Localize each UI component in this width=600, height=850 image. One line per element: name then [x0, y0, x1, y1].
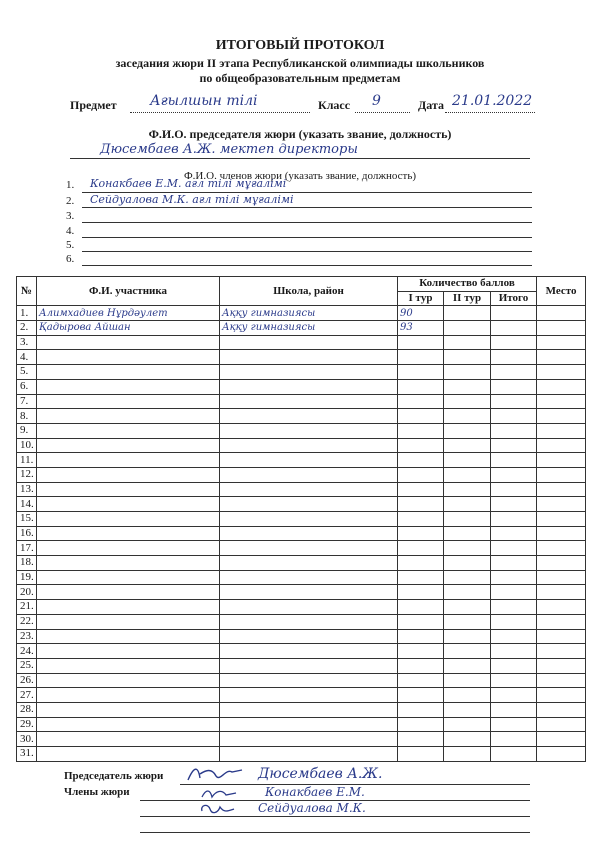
chair-sign-label: Председатель жюри [64, 770, 164, 782]
row-name [37, 409, 220, 424]
row-place [537, 335, 586, 350]
row-tour2 [444, 688, 491, 703]
row-total [491, 673, 537, 688]
row-tour1 [398, 717, 444, 732]
class-underline [355, 112, 410, 113]
row-school [220, 394, 398, 409]
row-num: 17. [17, 541, 37, 556]
row-tour1 [398, 497, 444, 512]
row-tour2 [444, 438, 491, 453]
row-total [491, 409, 537, 424]
row-tour2 [444, 658, 491, 673]
row-num: 20. [17, 585, 37, 600]
row-name [37, 658, 220, 673]
row-tour2 [444, 629, 491, 644]
row-tour1 [398, 394, 444, 409]
row-num: 26. [17, 673, 37, 688]
row-tour2 [444, 747, 491, 762]
member1-signature-mark [200, 785, 240, 801]
row-tour1 [398, 673, 444, 688]
row-total [491, 497, 537, 512]
chairman-value: Дюсембаев А.Ж. мектеп директоры [100, 142, 358, 157]
row-tour1 [398, 600, 444, 615]
table-row [17, 570, 586, 585]
row-school: Аққу гимназиясы [220, 306, 398, 321]
table-row [17, 614, 586, 629]
row-school [220, 629, 398, 644]
row-name [37, 512, 220, 527]
row-name [37, 394, 220, 409]
row-name [37, 556, 220, 571]
row-name [37, 644, 220, 659]
row-total [491, 379, 537, 394]
row-school [220, 658, 398, 673]
row-total [491, 541, 537, 556]
row-name [37, 688, 220, 703]
row-tour1 [398, 585, 444, 600]
row-num: 23. [17, 629, 37, 644]
row-name [37, 702, 220, 717]
row-total [491, 453, 537, 468]
row-tour1 [398, 526, 444, 541]
row-tour1 [398, 438, 444, 453]
row-num: 24. [17, 644, 37, 659]
row-num: 31. [17, 747, 37, 762]
row-num: 13. [17, 482, 37, 497]
row-school [220, 614, 398, 629]
row-tour1 [398, 570, 444, 585]
row-place [537, 600, 586, 615]
row-school [220, 673, 398, 688]
row-tour2 [444, 541, 491, 556]
row-place [537, 614, 586, 629]
table-row [17, 717, 586, 732]
row-place [537, 497, 586, 512]
row-tour1 [398, 688, 444, 703]
table-row [17, 512, 586, 527]
row-num: 1. [17, 306, 37, 321]
row-tour2 [444, 365, 491, 380]
row-school [220, 747, 398, 762]
chair-name: Дюсембаев А.Ж. [258, 766, 383, 782]
row-place [537, 321, 586, 336]
member2-sign-line [140, 816, 530, 817]
row-num: 25. [17, 658, 37, 673]
row-tour1 [398, 658, 444, 673]
table-row [17, 394, 586, 409]
row-school [220, 482, 398, 497]
member1-name: Конакбаев Е.М. [265, 785, 365, 799]
row-name [37, 717, 220, 732]
row-name [37, 673, 220, 688]
row-num: 10. [17, 438, 37, 453]
row-total [491, 614, 537, 629]
row-tour1 [398, 467, 444, 482]
member-value: Конакбаев Е.М. ағл тілі мұғалімі [90, 177, 287, 190]
row-place [537, 556, 586, 571]
row-school [220, 409, 398, 424]
row-name [37, 379, 220, 394]
table-row [17, 585, 586, 600]
col-tour2-header: II тур [444, 291, 491, 306]
row-total [491, 570, 537, 585]
row-school [220, 644, 398, 659]
member-line [82, 237, 532, 238]
row-school: Аққу гимназиясы [220, 321, 398, 336]
row-name [37, 585, 220, 600]
row-tour1 [398, 453, 444, 468]
row-tour1 [398, 482, 444, 497]
table-row [17, 438, 586, 453]
row-tour1 [398, 365, 444, 380]
col-name-header: Ф.И. участника [37, 277, 220, 306]
row-place [537, 482, 586, 497]
row-tour2 [444, 306, 491, 321]
table-row [17, 658, 586, 673]
row-tour1 [398, 541, 444, 556]
row-tour2 [444, 497, 491, 512]
table-row [17, 453, 586, 468]
row-name [37, 350, 220, 365]
row-tour1 [398, 747, 444, 762]
row-name [37, 614, 220, 629]
row-total [491, 438, 537, 453]
row-tour2 [444, 379, 491, 394]
table-row [17, 482, 586, 497]
class-label: Класс [318, 98, 351, 112]
row-num: 28. [17, 702, 37, 717]
row-num: 7. [17, 394, 37, 409]
row-tour1 [398, 512, 444, 527]
members-heading: Ф.И.О. членов жюри (указать звание, должность) [183, 170, 416, 182]
row-tour2 [444, 321, 491, 336]
table-row [17, 423, 586, 438]
row-num: 15. [17, 512, 37, 527]
chair-signature-mark [186, 764, 246, 784]
row-total [491, 467, 537, 482]
row-num: 30. [17, 732, 37, 747]
row-school [220, 688, 398, 703]
member-num: 1. [66, 179, 75, 191]
date-label: Дата [418, 98, 444, 112]
table-row [17, 747, 586, 762]
row-tour2 [444, 732, 491, 747]
row-num: 21. [17, 600, 37, 615]
row-name [37, 570, 220, 585]
row-place [537, 306, 586, 321]
row-school [220, 423, 398, 438]
row-place [537, 365, 586, 380]
row-tour2 [444, 467, 491, 482]
date-value: 21.01.2022 [452, 93, 533, 109]
row-tour2 [444, 394, 491, 409]
table-row [17, 629, 586, 644]
row-place [537, 688, 586, 703]
member-num: 2. [66, 195, 75, 207]
row-place [537, 394, 586, 409]
row-num: 9. [17, 423, 37, 438]
row-tour2 [444, 614, 491, 629]
row-num: 27. [17, 688, 37, 703]
row-num: 14. [17, 497, 37, 512]
table-row [17, 467, 586, 482]
row-num: 18. [17, 556, 37, 571]
table-row [17, 350, 586, 365]
row-num: 8. [17, 409, 37, 424]
row-total [491, 717, 537, 732]
table-header-row [17, 277, 586, 292]
row-school [220, 702, 398, 717]
member2-name: Сейдуалова М.К. [258, 801, 366, 815]
row-school [220, 556, 398, 571]
row-name [37, 541, 220, 556]
row-school [220, 467, 398, 482]
row-tour2 [444, 600, 491, 615]
col-scores-header: Количество баллов [398, 277, 537, 292]
col-total-header: Итого [491, 291, 537, 306]
row-tour2 [444, 570, 491, 585]
row-total [491, 688, 537, 703]
row-num: 29. [17, 717, 37, 732]
row-name [37, 467, 220, 482]
row-place [537, 658, 586, 673]
class-value: 9 [372, 93, 381, 109]
row-total [491, 512, 537, 527]
table-row [17, 556, 586, 571]
row-total [491, 556, 537, 571]
row-tour1 [398, 335, 444, 350]
row-total [491, 350, 537, 365]
results-body [17, 306, 586, 761]
member2-signature [198, 801, 238, 822]
row-school [220, 453, 398, 468]
row-place [537, 409, 586, 424]
row-school [220, 585, 398, 600]
row-place [537, 644, 586, 659]
row-name [37, 497, 220, 512]
row-tour2 [444, 644, 491, 659]
members-sign-label: Члены жюри [64, 786, 130, 798]
col-place-header: Место [537, 277, 586, 306]
row-tour2 [444, 482, 491, 497]
table-row [17, 673, 586, 688]
row-tour2 [444, 556, 491, 571]
row-tour1 [398, 423, 444, 438]
chairman-heading: Ф.И.О. председателя жюри (указать звание, должность) [148, 127, 452, 141]
row-total [491, 600, 537, 615]
row-num: 11. [17, 453, 37, 468]
row-place [537, 585, 586, 600]
row-school [220, 541, 398, 556]
member2-signature-mark [198, 801, 238, 817]
row-total [491, 747, 537, 762]
row-total [491, 482, 537, 497]
row-name [37, 438, 220, 453]
row-total [491, 335, 537, 350]
row-place [537, 379, 586, 394]
member-line [82, 207, 532, 208]
row-name: Алимхадиев Нұрдәулет [37, 306, 220, 321]
table-row [17, 379, 586, 394]
col-num-header: № [17, 277, 37, 306]
row-place [537, 526, 586, 541]
results-table [16, 276, 586, 762]
row-num: 4. [17, 350, 37, 365]
table-row [17, 688, 586, 703]
table-row [17, 541, 586, 556]
date-underline [445, 112, 535, 113]
row-num: 22. [17, 614, 37, 629]
row-tour1: 93 [398, 321, 444, 336]
row-place [537, 350, 586, 365]
table-row [17, 321, 586, 336]
row-tour1 [398, 409, 444, 424]
member-value: Сейдуалова М.К. ағл тілі мұғалімі [90, 193, 294, 206]
row-tour1: 90 [398, 306, 444, 321]
row-total [491, 644, 537, 659]
member-line [82, 222, 532, 223]
row-tour2 [444, 526, 491, 541]
row-total [491, 321, 537, 336]
row-tour2 [444, 409, 491, 424]
row-total [491, 585, 537, 600]
row-school [220, 600, 398, 615]
row-place [537, 717, 586, 732]
row-place [537, 467, 586, 482]
row-name [37, 732, 220, 747]
protocol-title: ИТОГОВЫЙ ПРОТОКОЛ [215, 38, 385, 53]
row-tour2 [444, 702, 491, 717]
member-num: 6. [66, 253, 75, 265]
row-school [220, 379, 398, 394]
row-place [537, 438, 586, 453]
row-school [220, 526, 398, 541]
row-name [37, 600, 220, 615]
row-school [220, 717, 398, 732]
row-school [220, 497, 398, 512]
row-name [37, 482, 220, 497]
row-place [537, 541, 586, 556]
row-tour1 [398, 702, 444, 717]
table-row [17, 365, 586, 380]
table-row [17, 335, 586, 350]
subject-underline [130, 112, 310, 113]
col-tour1-header: I тур [398, 291, 444, 306]
row-place [537, 673, 586, 688]
row-tour2 [444, 423, 491, 438]
row-num: 12. [17, 467, 37, 482]
subject-value: Ағылшын тілі [150, 93, 258, 109]
member-line [82, 251, 532, 252]
row-tour1 [398, 556, 444, 571]
row-tour2 [444, 512, 491, 527]
protocol-subtitle-2: по общеобразовательным предметам [199, 71, 401, 85]
row-school [220, 512, 398, 527]
table-row [17, 306, 586, 321]
row-total [491, 394, 537, 409]
row-place [537, 423, 586, 438]
row-name [37, 526, 220, 541]
row-tour2 [444, 717, 491, 732]
row-school [220, 438, 398, 453]
row-name [37, 423, 220, 438]
member-num: 4. [66, 225, 75, 237]
row-num: 3. [17, 335, 37, 350]
row-school [220, 570, 398, 585]
row-total [491, 629, 537, 644]
row-total [491, 306, 537, 321]
row-total [491, 732, 537, 747]
row-tour1 [398, 644, 444, 659]
row-tour2 [444, 673, 491, 688]
row-num: 5. [17, 365, 37, 380]
row-total [491, 658, 537, 673]
row-name [37, 747, 220, 762]
row-tour2 [444, 585, 491, 600]
row-place [537, 732, 586, 747]
col-school-header: Школа, район [220, 277, 398, 306]
row-place [537, 629, 586, 644]
protocol-subtitle-1: заседания жюри II этапа Республиканской олимпиады школьников [115, 56, 485, 70]
row-place [537, 453, 586, 468]
row-num: 6. [17, 379, 37, 394]
row-tour1 [398, 350, 444, 365]
row-num: 2. [17, 321, 37, 336]
row-school [220, 365, 398, 380]
row-name: Қадырова Айшан [37, 321, 220, 336]
row-name [37, 453, 220, 468]
row-name [37, 335, 220, 350]
row-total [491, 526, 537, 541]
row-place [537, 570, 586, 585]
member-num: 3. [66, 210, 75, 222]
table-row [17, 702, 586, 717]
extra-sign-line [140, 832, 530, 833]
table-row [17, 732, 586, 747]
table-row [17, 409, 586, 424]
table-row [17, 526, 586, 541]
row-name [37, 365, 220, 380]
table-row [17, 644, 586, 659]
chairman-line [70, 158, 530, 159]
row-tour2 [444, 335, 491, 350]
row-num: 16. [17, 526, 37, 541]
table-row [17, 497, 586, 512]
row-tour1 [398, 732, 444, 747]
row-total [491, 702, 537, 717]
member-line [82, 265, 532, 266]
row-school [220, 732, 398, 747]
subject-label: Предмет [70, 98, 117, 112]
row-tour1 [398, 629, 444, 644]
member-num: 5. [66, 239, 75, 251]
row-school [220, 350, 398, 365]
row-num: 19. [17, 570, 37, 585]
row-tour2 [444, 453, 491, 468]
row-place [537, 747, 586, 762]
row-total [491, 423, 537, 438]
row-total [491, 365, 537, 380]
row-tour1 [398, 614, 444, 629]
table-row [17, 600, 586, 615]
row-tour1 [398, 379, 444, 394]
row-place [537, 702, 586, 717]
row-place [537, 512, 586, 527]
row-name [37, 629, 220, 644]
row-school [220, 335, 398, 350]
row-tour2 [444, 350, 491, 365]
